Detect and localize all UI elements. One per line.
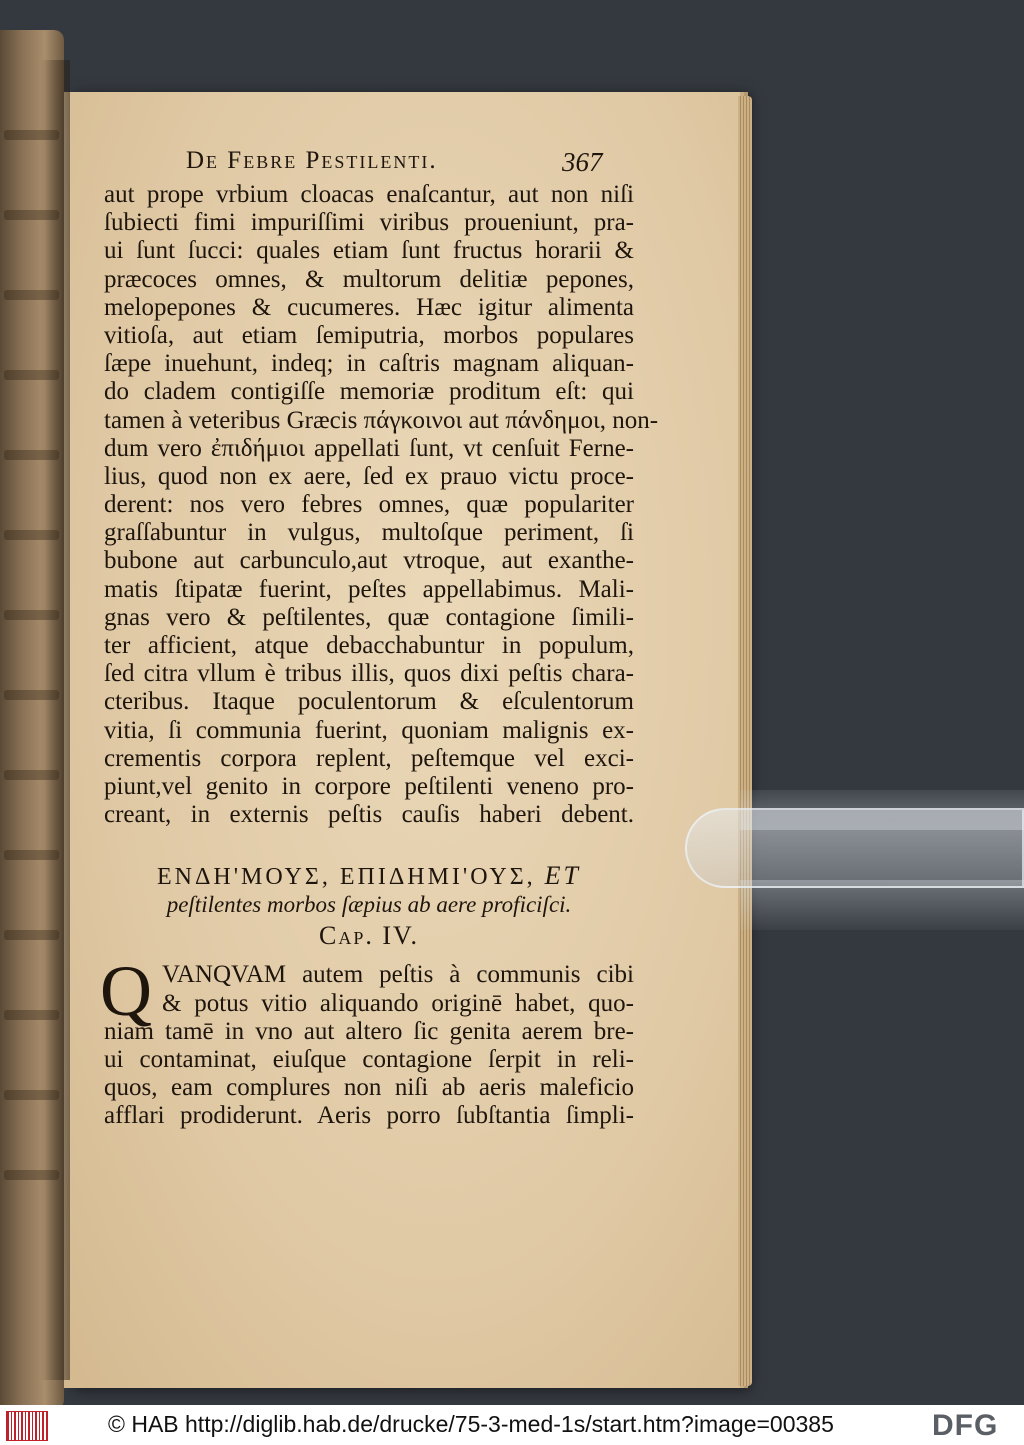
footer-bar [0,1405,1024,1445]
page-header [104,147,634,181]
page-number: 367 [562,147,603,177]
paragraph-2 [100,951,634,1130]
text-line: & potus vitio aliquando originē habet, quo- [162,989,634,1017]
text-line: quos, eam complures non niſi ab aeris maleficio [104,1074,634,1102]
text-line: cteribus. Itaque poculentorum & eſculentorum [104,688,634,716]
paragraph-2-indented [104,961,634,1017]
dfg-logo: DFG [932,1409,999,1442]
book-binding-shadow [40,60,70,1380]
text-line: aut prope vrbium cloacas enaſcantur, aut non niſi [104,181,634,208]
text-line: graſſabuntur in vulgus, multoſque periment, ſi [104,519,634,547]
page-text [100,147,659,1130]
text-line: ſæpe inuehunt, indeq; in caſtris magnam aliquan- [104,350,634,378]
text-line: do cladem contigiſſe memoriæ proditum eſt: qui [104,378,634,406]
page-edges [738,96,752,1386]
text-line: niam tamē in vno aut altero ſic genita aerem bre- [104,1017,634,1045]
text-line: bubone aut carbunculo,aut vtroque, aut exanthe- [104,547,634,575]
text-line: ſed citra vllum è tribus illis, quos dixi peſtis chara- [104,660,634,688]
text-line: tamen à veteribus Græcis πάγκοινοι aut πάνδημοι, non- [104,406,659,434]
section-heading-italic: peſtilentes morbos ſæpius ab aere proficiſci. [166,892,572,918]
running-head: De Febre Pestilenti. [186,147,438,174]
copyright-url[interactable]: © HAB http://diglib.hab.de/drucke/75-3-med-1s/start.htm?image=00385 [108,1411,834,1437]
drop-cap-initial: Q [100,951,152,1032]
text-line: crementis corpora replent, peſtemque vel exci- [104,744,634,772]
text-line: ui contaminat, eiuſque contagione ſerpit in reli- [104,1045,634,1073]
text-line: lius, quod non ex aere, ſed ex prauo victu proce- [104,462,634,490]
text-line: matis ſtipatæ fuerint, peſtes appellabimus. Mali- [104,575,634,603]
text-line: gnas vero & peſtilentes, quæ contagione ſimili- [104,603,634,631]
paragraph-2-body [104,1018,634,1131]
section-heading-greek [104,861,634,891]
paragraph-1 [104,181,659,829]
page-clip [685,808,1024,888]
greek-heading-text: ΕΝΔΗ'ΜΟΥΣ, ΕΠΙΔΗΜΙ'ΟΥΣ, [156,864,536,891]
text-line: præcoces omnes, & multorum delitiæ pepones, [104,265,634,293]
clip-arm-bottom [740,880,1024,930]
heading-et: ET [544,861,582,891]
text-line: piunt,vel genito in corpore peſtilenti veneno pro- [104,772,634,800]
chapter-heading: Cap. IV. [319,921,419,951]
text-line: ter afficient, atque debacchabuntur in populum, [104,632,634,659]
text-line: afflari prodiderunt. Aeris porro ſubſtantia ſimpli- [104,1102,634,1130]
text-line: creant, in externis peſtis cauſis haberi debent. [104,801,634,829]
text-line: VANQVAM autem peſtis à communis cibi [162,961,634,989]
text-line: vitia, ſi communia fuerint, quoniam malignis ex- [104,716,634,744]
text-line: derent: nos vero febres omnes, quæ populariter [104,491,634,519]
text-line: ui ſunt ſucci: quales etiam ſunt fructus horarii & [104,237,634,265]
text-line: vitioſa, aut etiam ſemiputria, morbos populares [104,321,634,349]
barcode-icon [6,1411,48,1441]
text-line: melopepones & cucumeres. Hæc igitur alimenta [104,293,634,321]
text-line: dum vero ἐπιδήμιοι appellati ſunt, vt cenſuit Ferne- [104,434,634,462]
text-line: ſubiecti fimi impuriſſimi viribus proueniunt, pra- [104,209,634,237]
